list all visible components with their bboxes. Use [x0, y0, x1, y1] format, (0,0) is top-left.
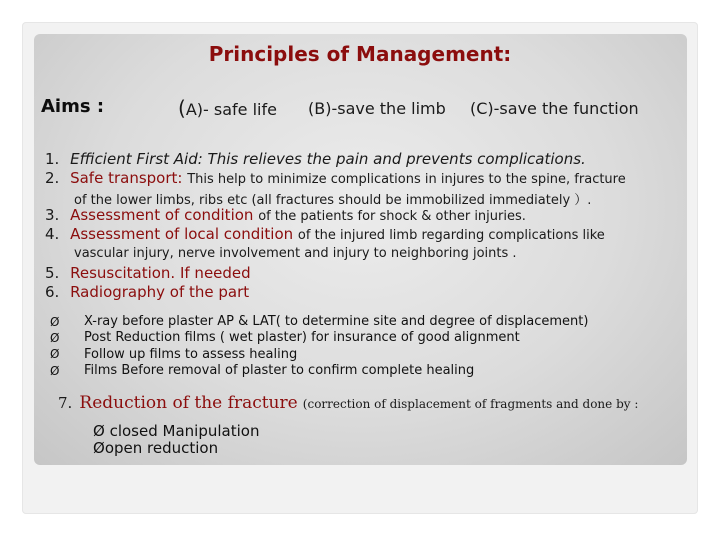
aim-a-text: A)- safe life [185, 100, 277, 119]
item-heading: Safe transport: [70, 169, 183, 187]
sub-bullet-text: closed Manipulation [109, 422, 260, 440]
item-heading: Assessment of local condition [70, 225, 294, 243]
item-continuation: of the lower limbs, ribs etc (all fractures should be immobilized immediately ）. [74, 193, 592, 208]
list-item [45, 206, 526, 224]
arrow-bullet-icon: Ø [93, 422, 105, 440]
aims-label: Aims : [41, 96, 105, 117]
list-item [58, 393, 638, 413]
arrow-bullet-icon: Ø [50, 331, 60, 345]
sub-bullet-text: open reduction [104, 439, 219, 457]
item-number: 4. [45, 225, 60, 243]
arrow-bullet-icon: Ø [50, 315, 60, 329]
item-number: 5. [45, 264, 60, 282]
bullet-item: Follow up films to assess healing [84, 347, 298, 362]
item-heading: Assessment of condition [70, 206, 254, 224]
item-text: (correction of displacement of fragments and done by : [302, 397, 639, 411]
item-text: of the patients for shock & other injuries. [258, 209, 526, 224]
arrow-bullet-icon: Ø [93, 439, 105, 457]
list-item [45, 283, 249, 301]
item-text: Efficient First Aid: This relieves the pain and prevents complications. [70, 150, 586, 168]
item-heading: Radiography of the part [70, 283, 250, 301]
bullet-item: X-ray before plaster AP & LAT( to determine site and degree of displacement) [84, 314, 589, 329]
item-heading: Reduction of the fracture [79, 393, 298, 413]
list-item [45, 169, 626, 187]
sub-bullet-item [93, 439, 218, 457]
list-item [45, 225, 605, 243]
aim-a [178, 96, 277, 120]
bullet-item: Post Reduction films ( wet plaster) for insurance of good alignment [84, 330, 520, 345]
slide-title: Principles of Management: [208, 42, 512, 66]
list-item [45, 264, 251, 282]
item-number: 1. [45, 150, 60, 168]
item-text: of the injured limb regarding complications like [297, 228, 605, 243]
aim-b: (B)-save the limb [308, 99, 446, 118]
item-number: 7. [58, 394, 73, 412]
item-number: 6. [45, 283, 60, 301]
aim-a-paren: ( [178, 96, 186, 120]
arrow-bullet-icon: Ø [50, 364, 60, 378]
item-number: 3. [45, 206, 60, 224]
item-continuation: vascular injury, nerve involvement and injury to neighboring joints . [74, 246, 517, 261]
item-heading: Resuscitation. If needed [70, 264, 251, 282]
item-text: This help to minimize complications in injures to the spine, fracture [187, 172, 626, 187]
sub-bullet-item [93, 422, 259, 440]
bullet-item: Films Before removal of plaster to confirm complete healing [84, 363, 475, 378]
list-item [45, 150, 586, 168]
item-number: 2. [45, 169, 60, 187]
aim-c: (C)-save the function [470, 99, 639, 118]
arrow-bullet-icon: Ø [50, 347, 60, 361]
